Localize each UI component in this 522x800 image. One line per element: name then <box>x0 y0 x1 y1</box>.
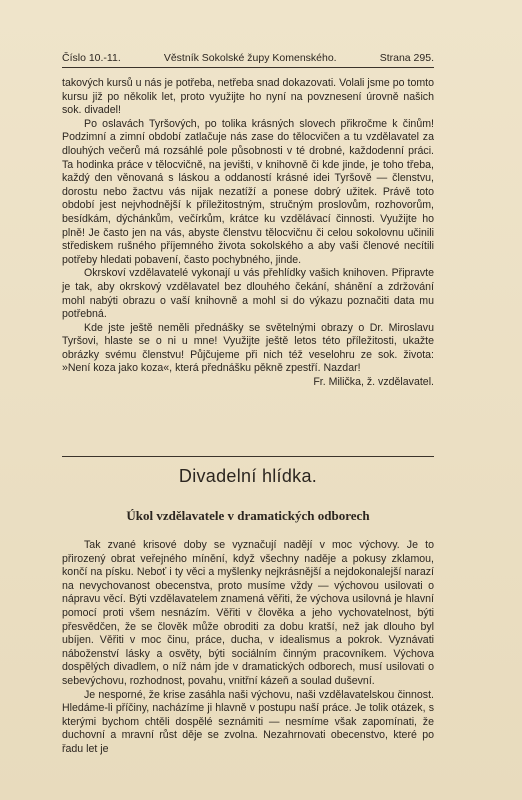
running-header <box>62 52 434 64</box>
signature: Fr. Milička, ž. vzdělavatel. <box>313 376 434 389</box>
article-continuation <box>62 77 434 390</box>
paragraph <box>62 321 434 389</box>
section-title: Divadelní hlídka. <box>178 466 318 486</box>
section-subtitle: Úkol vzdělavatele v dramatických odborech <box>126 508 370 523</box>
article-body <box>62 539 434 757</box>
header-rule <box>62 67 434 68</box>
paragraph: Je nesporné, že krise zasáhla naši výchovu, naši vzdělavatelskou činnost. Hledáme-li příčiny, nacházíme ji hlavně v postupu naší práce. Je tolik otázek, s kterými bychom chtěli dospělé seznámiti — nesmíme však zapomínati, že duchovní a mravní růst děje se zvolna. Nezahrnovati obecenstvo, které po řadu let je <box>62 688 434 755</box>
paragraph: takových kursů u nás je potřeba, netřeba snad dokazovati. Volali jsme po tomto kursu již po několik let, proto využijte ho nyní na povznesení úrovně našich sok. divadel! <box>62 77 434 117</box>
issue-number: Číslo 10.-11. <box>62 52 121 64</box>
journal-title: Věstník Sokolské župy Komenského. <box>163 52 337 64</box>
paragraph: Tak zvané krisové doby se vyznačují nadějí v moc výchovy. Je to přirozený obrat veřejného mínění, když všechny naděje a pokusy zklamou, končí na písku. Neboť i ty věci a myšlenky nejkrásnější a nejdokonalejší narazí na nevychovanost obecenstva, proto musíme vždy — výchovou usilovati o nápravu věcí. Býti vzdělavatelem znamená věřiti, že výchova usilovná je hlavní pomocí proti všem nesnázím. Věřiti v člověka a jeho vychovatelnost, býti přesvědčen, že se člověk může obroditi za dobu kratší, než jak dlouho byl ubíjen. Věřiti v moc činu, práce, ducha, v idealismus a pokrok. Vyznávati náboženství lásky a osvěty, býti sociálním činným pracovníkem. Výchova dospělých divadlem, o níž nám jde v dramatických odborech, musí usilovati o sebevýchovu, rozhodnost, povahu, vnitřní kázeň a soulad duševní. <box>62 539 434 687</box>
page-number: Strana 295. <box>379 52 434 64</box>
section-rule <box>62 456 434 457</box>
paragraph: Po oslavách Tyršových, po tolika krásných slovech přikročme k činům! Podzimní a zimní období zatlačuje nás zase do tělocvičen a tu vzdělavatel za dlouhých večerů má rozsáhlé pole působnosti v té drobné, každodenní práci. Ta hodinka práce v tělocvičně, na jevišti, v knihovně či kde jinde, je toho třeba, každý den věnovaná s láskou a oddaností krásné idei Tyršově — členstvu, dorostu nebo žactvu vás nijak nezatíží a ponese dobrý užitek. Právě toto období jest nejvhodnější k příležitostným, stručným proslovům, rozhovorům, besídkám, dýchánkům, večírkům, krátce ku vzdělávací činnosti. Využijte ho plně! Je často jen na vás, abyste členstvu tělocvičnu či celou sokolovnu učinili střediskem rušného příjemného života sokolského a aby vaši členové necítili potřeby hledati pobavení, často pochybného, jinde. <box>62 117 434 266</box>
paragraph-text: Kde jste ještě neměli přednášky se světelnými obrazy o Dr. Miroslavu Tyršovi, hlaste se o ni u mne! Využijte ještě letos této příležitosti, ukažte obrázky svému členstvu! Půjčujeme při nich též veselohru ze sok. života: »Není koza jako koza«, která přednášku pěkně zpestří. Nazdar! <box>62 321 434 375</box>
paragraph: Okrskoví vzdělavatelé vykonají u vás přehlídky vašich knihoven. Připravte je tak, aby okrskový vzdělavatel bez dlouhého čekání, shánění a zdržování mohl nabýti obrazu o vaší knihovně a mohl si do výkazu poznačiti data mu potřebná. <box>62 267 434 321</box>
